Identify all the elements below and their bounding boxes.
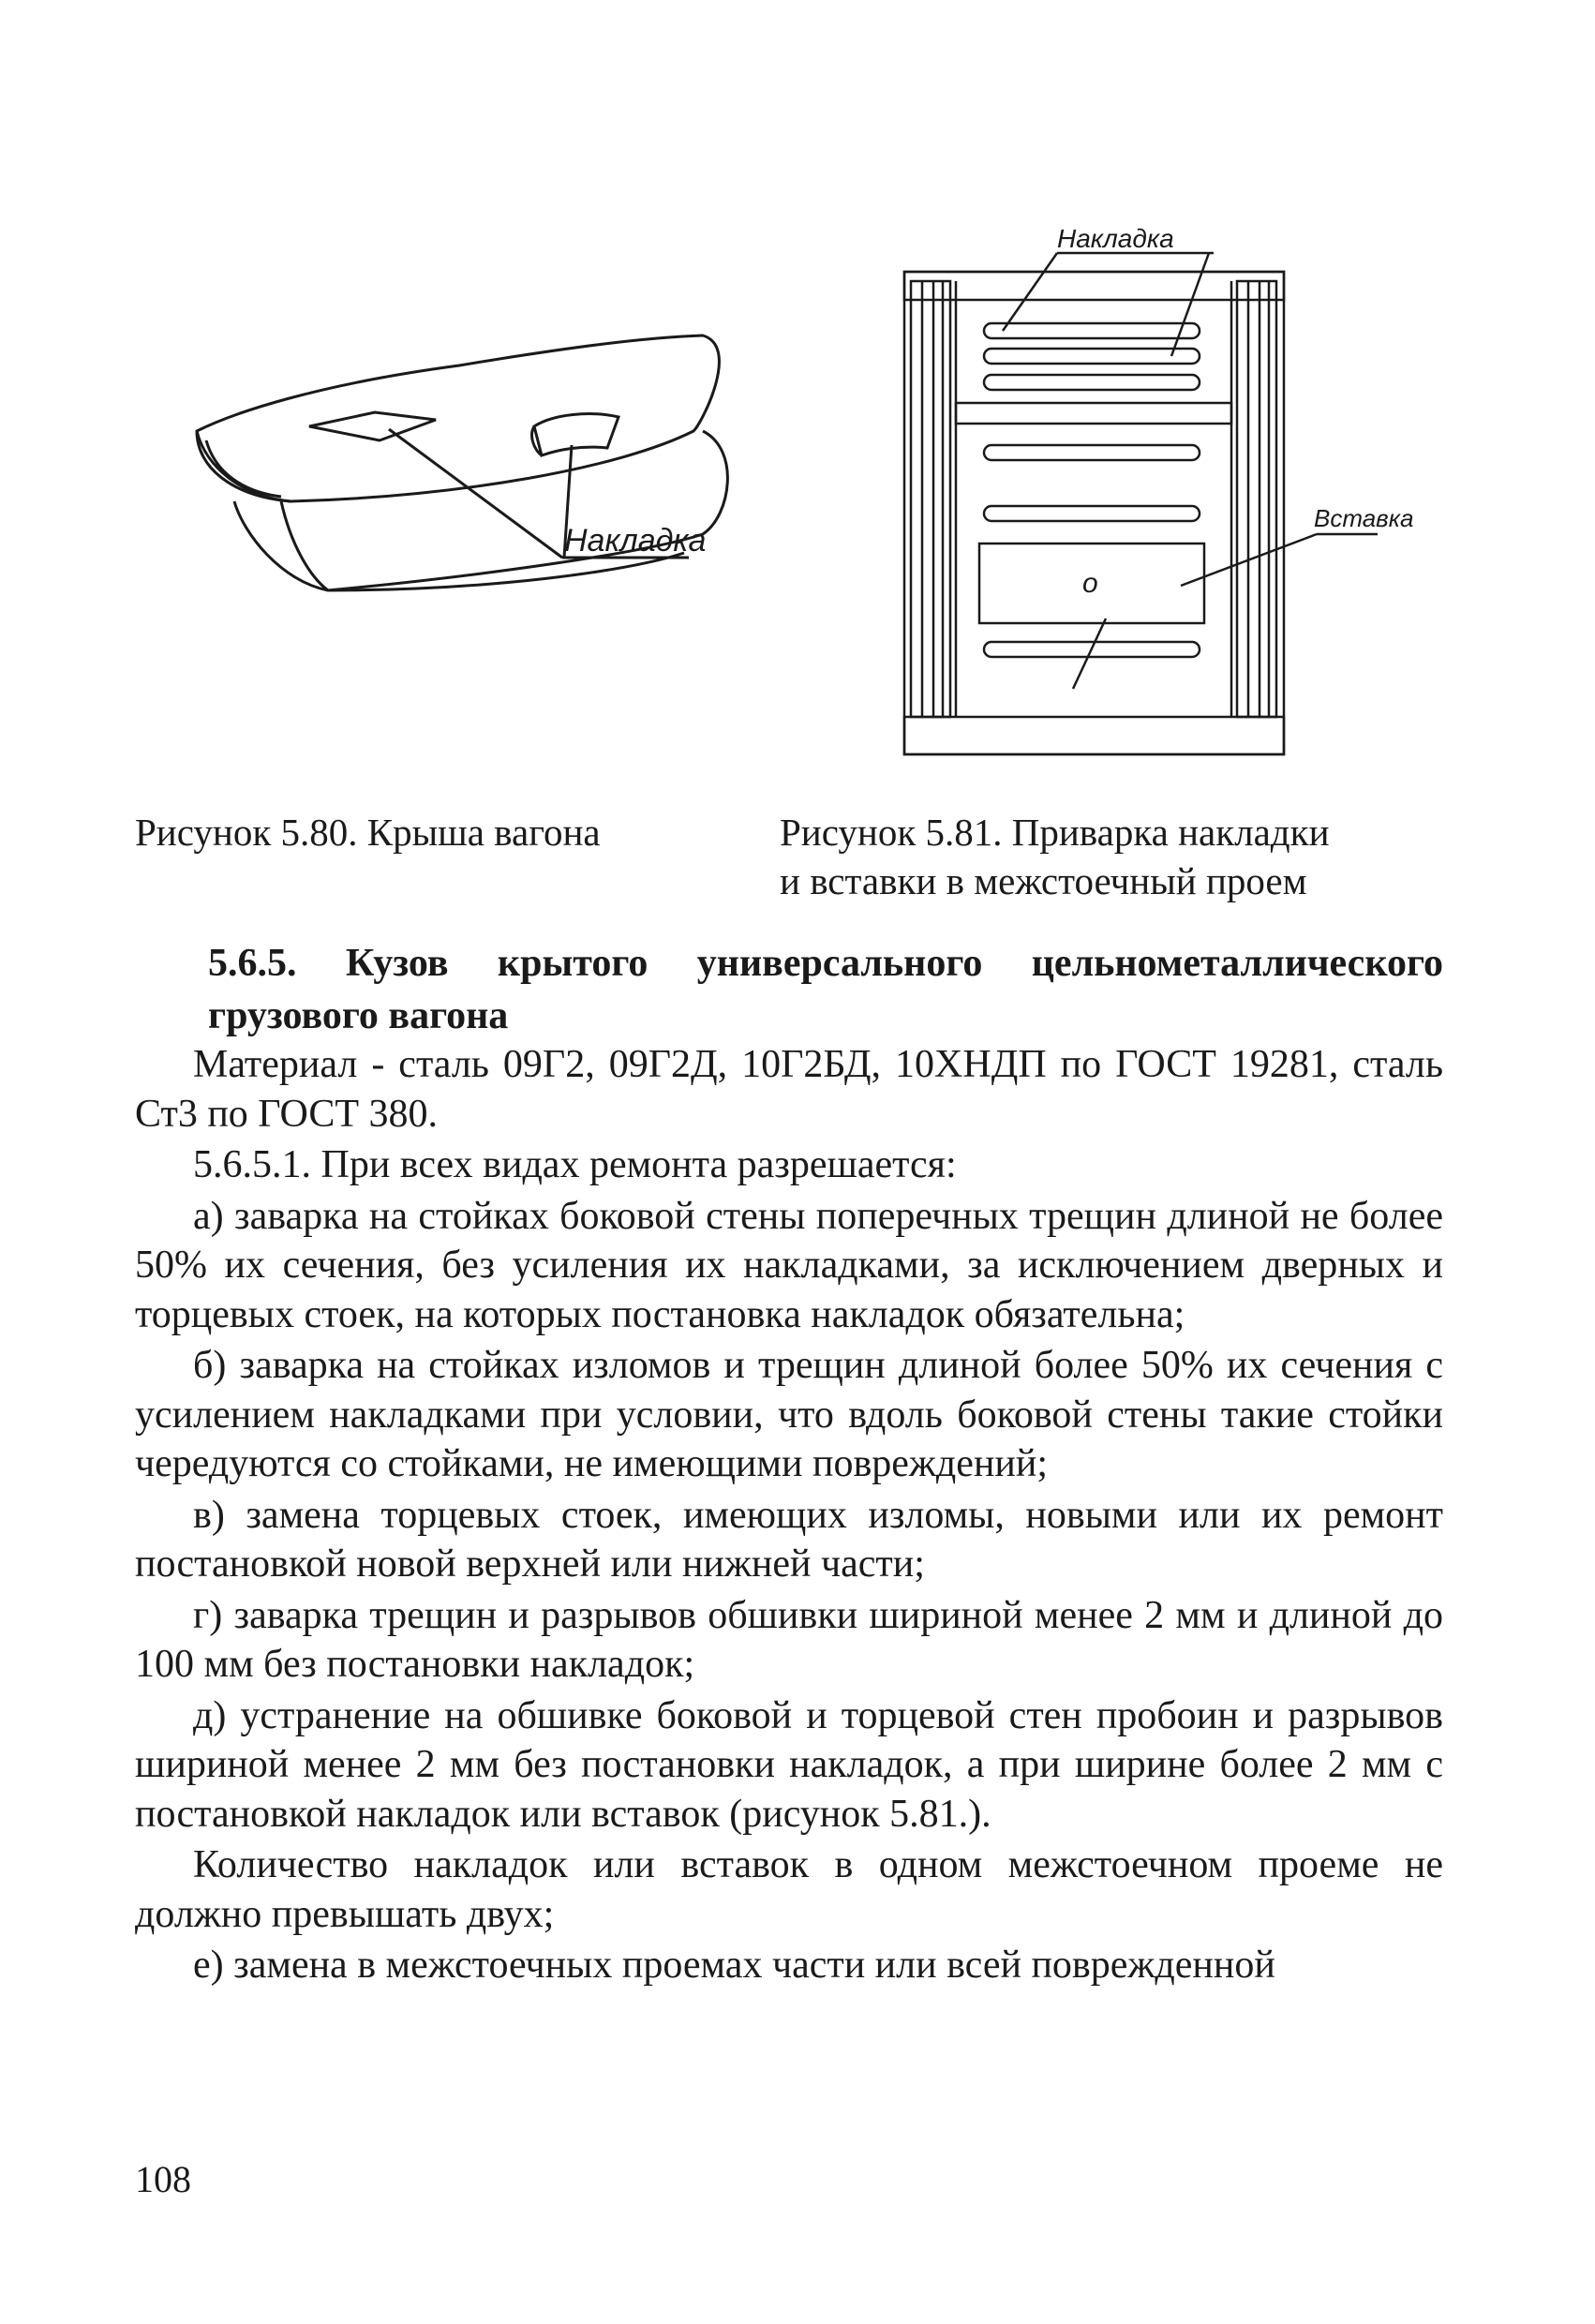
roof-drawing	[178, 309, 834, 647]
roof-label: Накладка	[564, 523, 707, 559]
opening-center-mark: о	[1082, 568, 1098, 599]
item-e: е) замена в межстоечных проемах части или всей поврежденной	[193, 1944, 1275, 1987]
caption-figure-5-80: Рисунок 5.80. Крыша вагона	[135, 811, 601, 854]
page-number: 108	[135, 2158, 191, 2200]
caption-figure-5-81-line1: Рисунок 5.81. Приварка накладки	[780, 811, 1330, 854]
item-v: в) замена торцевых стоек, имеющих изломы, новыми или их ремонт постановкой новой верхней или нижней части;	[135, 1493, 1443, 1586]
opening-label-right: Вставка	[1314, 504, 1414, 532]
caption-figure-5-81-line2: и вставки в межстоечный проем	[780, 859, 1307, 902]
item-a: а) заварка на стойках боковой стены поперечных трещин длиной не более 50% их сечения, без усиления их накладками, за исключением дверных и торцевых стоек, на которых постановка накладок обязательна;	[135, 1194, 1443, 1336]
clause-paragraph: 5.6.5.1. При всех видах ремонта разрешается:	[193, 1143, 957, 1186]
quantity-paragraph: Количество накладок или вставок в одном межстоечном проеме не должно превышать двух;	[135, 1843, 1443, 1936]
material-paragraph: Материал - сталь 09Г2, 09Г2Д, 10Г2БД, 10ХНДП по ГОСТ 19281, сталь Ст3 по ГОСТ 380.	[135, 1043, 1443, 1136]
opening-drawing	[890, 225, 1415, 768]
item-g: г) заварка трещин и разрывов обшивки шириной менее 2 мм и длиной до 100 мм без постановки накладок;	[135, 1593, 1443, 1686]
section-heading: 5.6.5. Кузов крытого универсального цельнометаллического грузового вагона	[208, 942, 1443, 1037]
item-d: д) устранение на обшивке боковой и торцевой стен пробоин и разрывов шириной менее 2 мм без постановки накладок, а при ширине более 2 мм с постановкой накладок или вставок (рисунок 5.81.).	[135, 1693, 1443, 1836]
section-body	[135, 1040, 1443, 1992]
figure-opening	[890, 225, 1415, 768]
figure-roof	[178, 309, 834, 647]
item-b: б) заварка на стойках изломов и трещин длиной более 50% их сечения с усилением накладками при условии, что вдоль боковой стены такие стойки чередуются со стойками, не имеющими повреждений;	[135, 1344, 1443, 1485]
opening-label-top: Накладка	[1057, 225, 1174, 253]
